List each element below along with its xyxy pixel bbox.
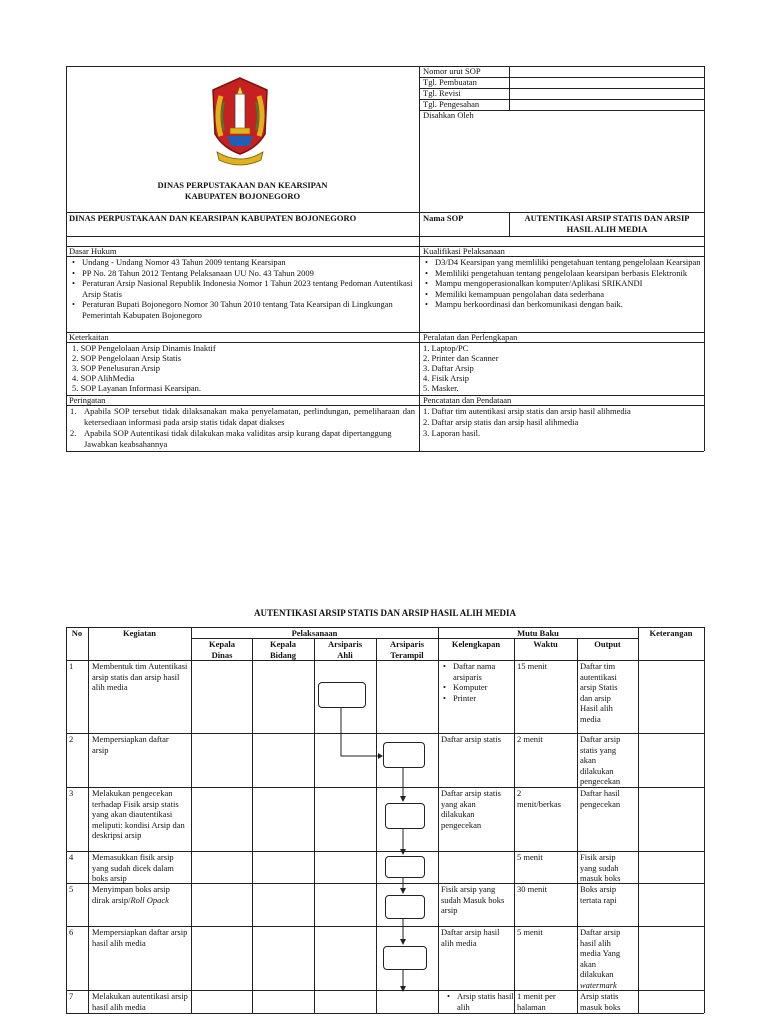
list-item: • Memliliki pengetahuan tentang pengelolaan kearsipan berbasis Elektronik <box>423 268 701 279</box>
row-kegiatan: Mempersiapkan daftar arsip hasil alih media <box>92 927 188 948</box>
row-waktu: 15 menit <box>517 661 547 671</box>
actor-kepala-dinas: Kepala Dinas <box>209 639 235 660</box>
actor-arsiparis-terampil: Arsiparis Terampil <box>390 639 424 660</box>
mutu-col-waktu: Waktu <box>533 639 558 649</box>
agency-name-line1: DINAS PERPUSTAKAAN DAN KEARSIPAN <box>157 180 328 190</box>
list-item: 4. Fisik Arsip <box>423 373 470 383</box>
list-item: 1. Daftar tim autentikasi arsip statis dan arsip hasil alihmedia <box>423 406 631 416</box>
list-item: • Undang - Undang Nomor 43 Tahun 2009 tentang Kearsipan <box>70 257 416 268</box>
row-kelengkapan: Fisik arsip yang sudah Masuk boks arsip <box>441 884 505 915</box>
list-item: • Memiliki kemampuan pengolahan data sederhana <box>423 289 701 300</box>
row-waktu: 2 menit/berkas <box>517 788 561 809</box>
row-output: Daftar tim autentikasi arsip Statis dan arsip Hasil alih media <box>580 661 618 724</box>
row-kelengkapan: Daftar arsip hasil alih media <box>441 927 500 948</box>
mutu-col-kelengkapan: Kelengkapan <box>451 639 501 649</box>
row-output: Daftar hasil pengecekan <box>580 788 621 809</box>
actor-arsiparis-ahli: Arsiparis Ahli <box>328 639 362 660</box>
dasar-hukum-title: Dasar Hukum <box>69 246 117 256</box>
list-item: 5. Masker. <box>423 383 459 393</box>
list-item: 2. Printer dan Scanner <box>423 353 499 363</box>
row-kegiatan: Membentuk tim Autentikasi arsip statis dan arsip hasil alih media <box>92 661 188 692</box>
list-item: 3. SOP Penelusuran Arsip <box>72 363 160 373</box>
peringatan-title: Peringatan <box>69 395 106 405</box>
row-kelengkapan: Daftar arsip statis yang akan dilakukan pengecekan <box>441 788 501 830</box>
row-output: Boks arsip tertata rapi <box>580 884 617 905</box>
row-waktu: 5 menit <box>517 927 543 937</box>
meta-label-tgl-pengesahan: Tgl. Pengesahan <box>423 99 480 109</box>
list-item: • Komputer <box>441 682 513 693</box>
row-output: Arsip statis masuk boks <box>580 991 621 1012</box>
nama-sop-value: AUTENTIKASI ARSIP STATIS DAN ARSIP HASIL ALIH MEDIA <box>524 213 690 234</box>
row-kegiatan: Memasukkan fisik arsip yang sudah dicek dalam boks arsip <box>92 852 174 883</box>
list-item: 3. Daftar Arsip <box>423 363 474 373</box>
list-number: 1. <box>70 406 77 416</box>
row-kegiatan: Menyimpan boks arsip dirak arsip/Roll Opack <box>92 884 170 905</box>
list-item: 1. SOP Pengelolaan Arsip Dinamis Inaktif <box>72 343 216 353</box>
kualifikasi-title: Kualifikasi Pelaksanaan <box>423 246 505 256</box>
row-number: 7 <box>69 991 74 1001</box>
list-item: 1. Laptop/PC <box>423 343 469 353</box>
list-item: • Daftar nama arsiparis <box>441 661 513 682</box>
row-output: Daftar arsip hasil alih media Yang akan dilakukan watermark <box>580 927 621 990</box>
meta-label-tgl-revisi: Tgl. Revisi <box>423 88 461 98</box>
list-item: • Printer <box>441 693 513 704</box>
list-number: 2. <box>70 428 77 438</box>
meta-label-disahkan: Disahkan Oleh <box>423 110 474 120</box>
list-item: 2. Daftar arsip statis dan arsip hasil alihmedia <box>423 417 579 427</box>
list-item: • Peraturan Bupati Bojonegoro Nomor 30 Tahun 2010 tentang Tata Kearsipan di Lingkungan Pemerintah Kabupaten Bojonegoro <box>70 299 416 320</box>
meta-label-nomor: Nomor urut SOP <box>423 66 481 76</box>
agency-name-line2: KABUPATEN BOJONEGORO <box>184 191 301 201</box>
list-item: • Mampu berkoordinasi dan berkomunikasi dengan baik. <box>423 299 701 310</box>
row-kelengkapan: Daftar arsip statis <box>441 734 501 744</box>
row-number: 3 <box>69 788 74 798</box>
list-item: 3. Laporan hasil. <box>423 428 481 438</box>
list-item: • PP No. 28 Tahun 2012 Tentang Pelaksanaan UU No. 43 Tahun 2009 <box>70 268 416 279</box>
row-number: 5 <box>69 884 74 894</box>
agency-full-name: DINAS PERPUSTAKAAN DAN KEARSIPAN KABUPATEN BOJONEGORO <box>69 213 357 223</box>
list-item: • Peraturan Arsip Nasional Republik Indonesia Nomor 1 Tahun 2023 tentang Pedoman Autentikasi Arsip Statis <box>70 278 416 299</box>
list-item: 2. SOP Pengelolaan Arsip Statis <box>72 353 182 363</box>
procedure-title: AUTENTIKASI ARSIP STATIS DAN ARSIP HASIL ALIH MEDIA <box>254 608 516 618</box>
row-output: Daftar arsip statis yang akan dilakukan pengecekan <box>580 734 621 786</box>
row-kegiatan: Melakukan autentikasi arsip hasil alih media <box>92 991 188 1012</box>
col-header-keterangan: Keterangan <box>649 628 693 638</box>
list-item: • D3/D4 Kearsipan yang memliliki pengetahuan tentang pengelolaan Kearsipan <box>423 257 701 268</box>
row-waktu: 2 menit <box>517 734 543 744</box>
row-waktu: 1 menit per halaman <box>517 991 556 1012</box>
row-number: 2 <box>69 734 74 744</box>
list-item: • Arsip statis hasil alih <box>445 991 517 1012</box>
actor-kepala-bidang: Kepala Bidang <box>270 639 296 660</box>
col-header-no: No <box>71 628 83 638</box>
keterkaitan-title: Keterkaitan <box>69 332 109 342</box>
col-header-mutu-baku: Mutu Baku <box>517 628 559 638</box>
list-item: • Mampu mengoperasionalkan komputer/Aplikasi SRIKANDI <box>423 278 701 289</box>
row-waktu: 5 menit <box>517 852 543 862</box>
peralatan-title: Peralatan dan Perlengkapan <box>423 332 518 342</box>
nama-sop-label: Nama SOP <box>423 213 464 223</box>
mutu-col-output: Output <box>594 639 621 649</box>
row-number: 1 <box>69 661 74 671</box>
pencatatan-title: Pencatatan dan Pendataan <box>423 395 512 405</box>
row-kegiatan: Mempersiapkan daftar arsip <box>92 734 169 755</box>
row-output: Fisik arsip yang sudah masuk boks <box>580 852 621 883</box>
row-number: 6 <box>69 927 74 937</box>
col-header-pelaksanaan: Pelaksanaan <box>291 628 338 638</box>
list-item: Apabila SOP tersebut tidak dilaksanakan maka penyelamatan, perlindungan, pemeliharaan dan ketersediaan informasi pada arsip statis tidak dapat diakses <box>84 406 415 427</box>
row-waktu: 30 menit <box>517 884 547 894</box>
list-item: 5. SOP Layanan Informasi Kearsipan. <box>72 383 202 393</box>
row-number: 4 <box>69 852 74 862</box>
row-kegiatan: Melakukan pengecekan terhadap Fisik arsip statis yang akan diautentikasi meliputi: kondisi Arsip dan deskripsi arsip <box>92 788 185 840</box>
col-header-kegiatan: Kegiatan <box>122 628 157 638</box>
list-item: Apabila SOP Autentikasi tidak dilakukan maka validitas arsip kurang dapat dipertanggung Jawabkan keabsahannya <box>84 428 392 449</box>
list-item: 4. SOP AlihMedia <box>72 373 135 383</box>
meta-label-tgl-pembuatan: Tgl. Pembuatan <box>423 77 477 87</box>
